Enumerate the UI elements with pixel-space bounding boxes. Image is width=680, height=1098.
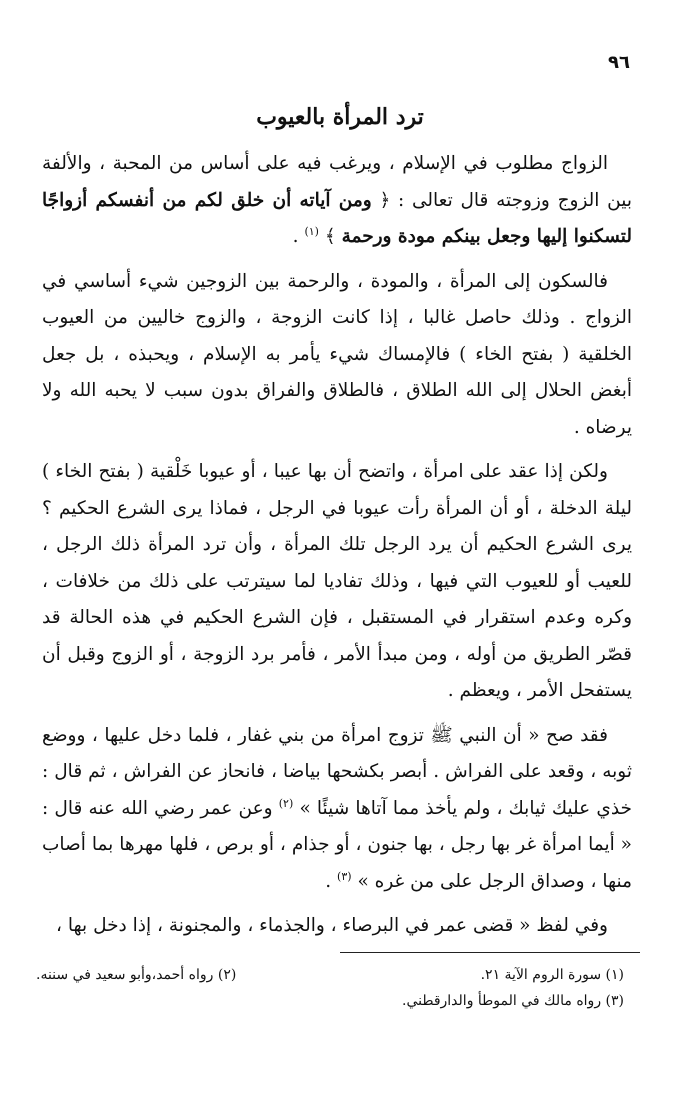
paragraph-4: [42, 718, 632, 901]
paragraph-end: .: [292, 226, 299, 247]
paragraph-text: وعن عمر رضي الله عنه قال : « أيما امرأة غر بها رجل ، بها جنون ، أو جذام ، أو برص ، فلها مهرها بما أصاب منها ، وصداق الرجل على من غره »: [42, 797, 632, 892]
footnote-row: [36, 962, 624, 988]
body-text: [42, 146, 632, 953]
verse-close-bracket: ﴾: [324, 226, 336, 247]
footnote-ref: (١): [304, 224, 319, 238]
page-number: ٩٦: [608, 52, 630, 73]
footnotes: [36, 962, 624, 1014]
paragraph-1: [42, 146, 632, 256]
footnote-1: (١) سورة الروم الآية ٢١.: [480, 967, 624, 983]
paragraph-end: .: [325, 870, 332, 892]
paragraph-3: ولكن إذا عقد على امرأة ، واتضح أن بها عيبا ، أو عيوبا خَلْقية ( بفتح الخاء ) ليلة الدخلة ، أو أن المرأة رأت عيوبا في الرجل ، فماذا يرى الشرع الحكيم ؟ يرى الشرع الحكيم أن يرد الرجل تلك المرأة ، وأن ترد المرأة ذلك الرجل ، للعيب أو للعيوب التي فيها ، وذلك تفاديا لما سيترتب على ذلك من خلافات ، وكره وعدم استقرار في المستقبل ، فإن الشرع الحكيم في هذه الحالة قد قصّر الطريق من أوله ، ومن مبدأ الأمر ، فأمر برد الزوجة ، أو الزوج وقبل أن يستفحل الأمر ، ويعظم .: [42, 461, 632, 701]
footnote-row: [36, 988, 624, 1014]
paragraph-text: الزواج مطلوب في الإسلام ، ويرغب فيه على أساس من المحبة ، والألفة بين الزوج وزوجته قال تعالى : ﴿: [42, 153, 632, 211]
paragraph-5: وفي لفظ « قضى عمر في البرصاء ، والجذماء ، والمجنونة ، إذا دخل بها ،: [56, 915, 608, 936]
paragraph-text: فقد صح « أن النبي ﷺ تزوج امرأة من بني غفار ، فلما دخل عليها ، ووضع ثوبه ، وقعد على الفراش . أبصر بكشحها بياضا ، فانحاز عن الفراش ، ثم قال : خذي عليك ثيابك ، ولم يأخذ مما آتاها شيئًا »: [42, 724, 632, 819]
paragraph-2: فالسكون إلى المرأة ، والمودة ، والرحمة بين الزوجين شيء أساسي في الزواج . وذلك حاصل غالبا ، إذا كانت الزوجة ، والزوج خاليين من العيوب الخلقية ( بفتح الخاء ) فالإمساك شيء يأمر به الإسلام ، ويحبذه ، بل جعل أبغض الحلال إلى الله الطلاق ، فالطلاق والفراق بدون سبب لا يحبه الله ولا يرضاه .: [42, 270, 632, 438]
footnote-2: (٢) رواه أحمد،وأبو سعيد في سننه.: [36, 967, 237, 983]
footnote-ref: (٣): [337, 869, 352, 883]
footnote-ref: (٢): [278, 796, 294, 810]
page-title: ترد المرأة بالعيوب: [256, 104, 424, 130]
footnote-divider: [340, 952, 640, 953]
quran-verse: ومن آياته أن خلق لكم من أنفسكم أزواجًا لتسكنوا إليها وجعل بينكم مودة ورحمة: [42, 189, 632, 247]
footnote-3: (٣) رواه مالك في الموطأ والدارقطني.: [402, 993, 624, 1009]
